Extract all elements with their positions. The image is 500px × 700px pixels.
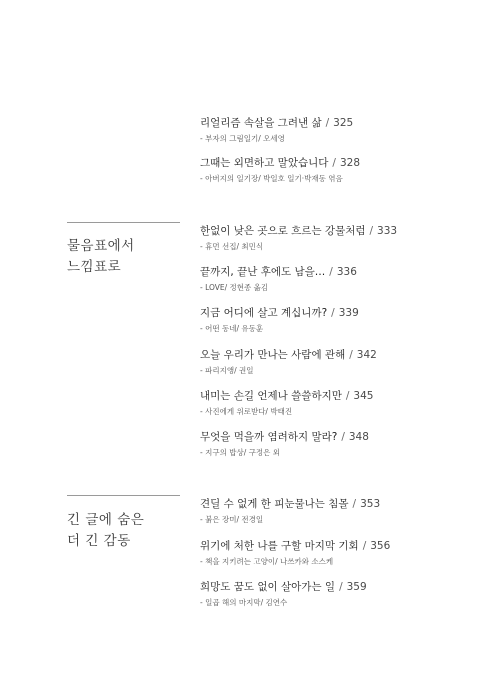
section-divider: [67, 222, 180, 223]
page-separator: /: [339, 581, 343, 593]
entry-page-number: 336: [336, 266, 357, 278]
entry-source: - 부자의 그림일기/ 오세영: [200, 134, 285, 143]
entry-source: - 붉은 장미/ 전경일: [200, 515, 264, 524]
page-separator: /: [325, 117, 330, 129]
entry-page-number: 353: [360, 498, 381, 510]
entry-title: 리얼리즘 속살을 그려낸 삶: [200, 117, 322, 129]
toc-entry[interactable]: [200, 116, 490, 144]
page-separator: /: [369, 225, 374, 237]
entry-title-line: [200, 580, 490, 594]
entry-title: 끝까지, 끝난 후에도 남을…: [200, 266, 326, 278]
toc-entry[interactable]: [200, 580, 490, 608]
page-separator: /: [332, 157, 336, 169]
page-separator: /: [341, 431, 345, 443]
section-divider: [67, 495, 180, 496]
entry-title-line: [200, 430, 490, 444]
entry-source: - 아버지의 일기장/ 박일호 일기·박재동 엮음: [200, 174, 343, 183]
entry-title: 견딜 수 없게 한 피눈물나는 침몰: [200, 498, 349, 510]
page-separator: /: [345, 390, 350, 402]
entry-source: - 사진에게 위로받다/ 박태진: [200, 407, 293, 416]
page-separator: /: [329, 266, 333, 278]
section-heading-line: 물음표에서: [67, 238, 135, 254]
section-heading-line: 느낌표로: [67, 259, 122, 275]
toc-entry[interactable]: [200, 348, 490, 376]
entry-source: - LOVE/ 정현종 옮김: [200, 283, 269, 292]
entry-title: 그때는 외면하고 말았습니다: [200, 157, 329, 169]
entry-title-line: [200, 389, 490, 403]
entry-title: 무엇을 먹을까 염려하지 말라?: [200, 431, 338, 443]
section-heading: [67, 236, 187, 278]
section-heading-line: 긴 글에 숨은: [67, 512, 145, 528]
entry-source: - 책을 지키려는 고양이/ 나쓰카와 소스케: [200, 557, 334, 566]
entry-page-number: 325: [333, 117, 354, 129]
page-separator: /: [352, 498, 357, 510]
entry-source: - 일곱 해의 마지막/ 김연수: [200, 598, 288, 607]
entry-source: - 어떤 동네/ 유동훈: [200, 324, 264, 333]
entry-page-number: 345: [353, 390, 374, 402]
toc-entry[interactable]: [200, 156, 490, 184]
toc-entry[interactable]: [200, 497, 490, 525]
section-heading: [67, 510, 187, 552]
entry-page-number: 328: [339, 157, 360, 169]
entry-title-line: [200, 156, 490, 170]
entry-title: 한없이 낮은 곳으로 흐르는 강물처럼: [200, 225, 366, 237]
entry-page-number: 359: [346, 581, 367, 593]
entry-page-number: 333: [377, 225, 398, 237]
entry-page-number: 342: [356, 349, 377, 361]
entry-title: 오늘 우리가 만나는 사람에 관해: [200, 349, 346, 361]
toc-entry[interactable]: [200, 389, 490, 417]
page-separator: /: [331, 307, 335, 319]
toc-entry[interactable]: [200, 265, 490, 293]
page-separator: /: [362, 540, 367, 552]
entry-title-line: [200, 265, 490, 279]
entry-title-line: [200, 348, 490, 362]
entry-page-number: 356: [370, 540, 391, 552]
entry-title-line: [200, 497, 490, 511]
entry-title: 지금 어디에 살고 계십니까?: [200, 307, 328, 319]
entry-title-line: [200, 116, 490, 130]
toc-entry[interactable]: [200, 430, 490, 458]
entry-title-line: [200, 224, 490, 238]
entry-page-number: 339: [338, 307, 359, 319]
entry-title-line: [200, 306, 490, 320]
entry-source: - 파리지앵/ 권일: [200, 366, 254, 375]
toc-entry[interactable]: [200, 224, 490, 252]
toc-entry[interactable]: [200, 306, 490, 334]
entry-title-line: [200, 539, 490, 553]
entry-title: 희망도 꿈도 없이 살아가는 일: [200, 581, 336, 593]
entry-source: - 휴먼 선집/ 최민식: [200, 242, 264, 251]
section-heading-line: 더 긴 감동: [67, 533, 131, 549]
page-separator: /: [349, 349, 353, 361]
entry-page-number: 348: [348, 431, 369, 443]
entry-source: - 지구의 밥상/ 구정은 외: [200, 448, 280, 457]
entry-title: 위기에 처한 나를 구할 마지막 기회: [200, 540, 359, 552]
toc-entry[interactable]: [200, 539, 490, 567]
entry-title: 내미는 손길 언제나 쓸쓸하지만: [200, 390, 342, 402]
